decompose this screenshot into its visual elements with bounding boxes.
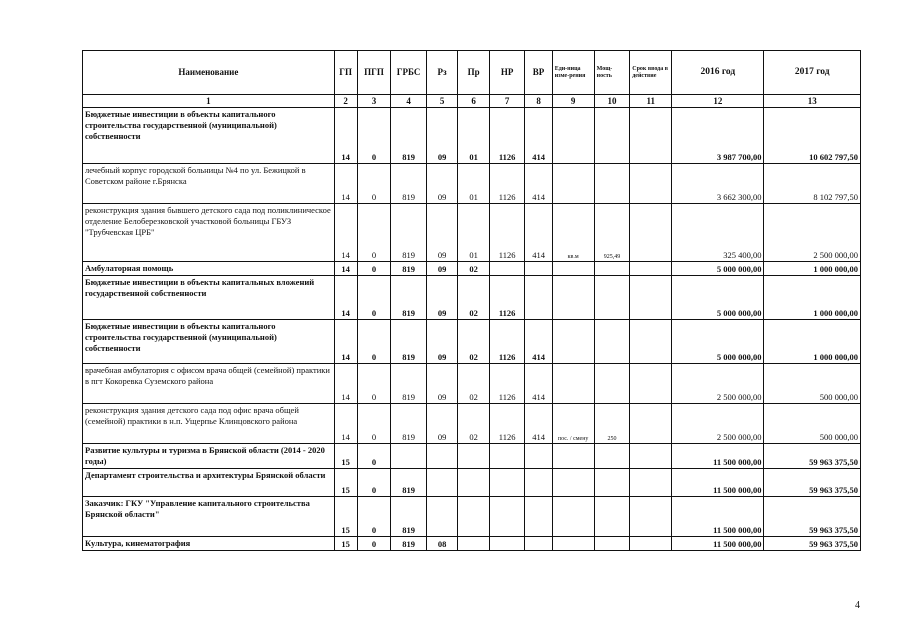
column-number-cell: 1 (83, 95, 335, 108)
cell-rz (426, 469, 457, 497)
cell-nr: 1126 (489, 320, 525, 364)
cell-y2016: 5 000 000,00 (672, 262, 764, 276)
cell-cap (594, 262, 630, 276)
cell-grbs: 819 (391, 276, 427, 320)
cell-rz: 09 (426, 276, 457, 320)
cell-vr: 414 (525, 364, 552, 404)
cell-pr: 02 (458, 404, 489, 444)
cell-name: реконструкция здания детского сада под офис врача общей (семейной) практики в н.п. Ущерпье Клинцовского района (83, 404, 335, 444)
cell-term (630, 404, 672, 444)
cell-vr (525, 276, 552, 320)
column-number-cell: 9 (552, 95, 594, 108)
cell-rz (426, 444, 457, 469)
cell-pr (458, 469, 489, 497)
cell-rz: 09 (426, 108, 457, 164)
cell-vr (525, 469, 552, 497)
cell-ppgp: 0 (357, 364, 391, 404)
cell-name: Бюджетные инвестиции в объекты капитального строительства государственной (муниципальной) собственности (83, 108, 335, 164)
cell-term (630, 276, 672, 320)
cell-pr: 02 (458, 320, 489, 364)
cell-gp: 14 (334, 204, 357, 262)
cell-vr: 414 (525, 108, 552, 164)
cell-unit: кв.м (552, 204, 594, 262)
table-row (83, 444, 861, 469)
page-number: 4 (855, 600, 860, 611)
cell-ppgp: 0 (357, 444, 391, 469)
cell-ppgp: 0 (357, 404, 391, 444)
cell-pr: 01 (458, 108, 489, 164)
cell-nr: 1126 (489, 204, 525, 262)
cell-nr (489, 497, 525, 537)
col-ppgp-header: ПГП (357, 51, 391, 95)
column-number-cell: 6 (458, 95, 489, 108)
cell-grbs: 819 (391, 108, 427, 164)
column-number-row (83, 95, 861, 108)
cell-gp: 15 (334, 469, 357, 497)
col-vr-header: ВР (525, 51, 552, 95)
cell-y2017: 10 602 797,50 (764, 108, 861, 164)
cell-y2017: 500 000,00 (764, 404, 861, 444)
cell-ppgp: 0 (357, 204, 391, 262)
cell-nr: 1126 (489, 404, 525, 444)
cell-grbs: 819 (391, 262, 427, 276)
cell-y2016: 5 000 000,00 (672, 276, 764, 320)
cell-cap (594, 364, 630, 404)
col-capacity-header: Мощ-ность (594, 51, 630, 95)
cell-y2017: 59 963 375,50 (764, 469, 861, 497)
cell-cap (594, 469, 630, 497)
cell-gp: 15 (334, 497, 357, 537)
cell-gp: 15 (334, 444, 357, 469)
cell-vr (525, 444, 552, 469)
cell-ppgp: 0 (357, 164, 391, 204)
header-row (83, 51, 861, 95)
cell-name: Бюджетные инвестиции в объекты капитального строительства государственной (муниципальной) собственности (83, 320, 335, 364)
cell-term (630, 262, 672, 276)
col-pr-header: Пр (458, 51, 489, 95)
column-number-cell: 5 (426, 95, 457, 108)
cell-grbs: 819 (391, 497, 427, 537)
col-name-header: Наименование (83, 51, 335, 95)
cell-name: Культура, кинематография (83, 537, 335, 551)
cell-rz: 09 (426, 404, 457, 444)
cell-cap (594, 497, 630, 537)
table-row (83, 364, 861, 404)
cell-term (630, 164, 672, 204)
cell-cap: 250 (594, 404, 630, 444)
table-row (83, 164, 861, 204)
cell-pr (458, 444, 489, 469)
cell-y2017: 500 000,00 (764, 364, 861, 404)
cell-gp: 14 (334, 262, 357, 276)
cell-y2016: 11 500 000,00 (672, 537, 764, 551)
table-row (83, 469, 861, 497)
cell-y2016: 3 662 300,00 (672, 164, 764, 204)
cell-name: реконструкция здания бывшего детского сада под поликлиническое отделение Белоберезковской участковой больницы ГБУЗ "Трубчевская ЦРБ" (83, 204, 335, 262)
cell-name: Заказчик: ГКУ "Управление капитального строительства Брянской области" (83, 497, 335, 537)
cell-name: Департамент строительства и архитектуры Брянской области (83, 469, 335, 497)
cell-vr: 414 (525, 404, 552, 444)
column-number-cell: 7 (489, 95, 525, 108)
cell-term (630, 108, 672, 164)
cell-nr: 1126 (489, 364, 525, 404)
cell-pr: 02 (458, 364, 489, 404)
col-rz-header: Рз (426, 51, 457, 95)
cell-nr (489, 444, 525, 469)
cell-ppgp: 0 (357, 276, 391, 320)
col-2017-header: 2017 год (764, 51, 861, 95)
cell-vr (525, 262, 552, 276)
cell-rz: 09 (426, 204, 457, 262)
cell-gp: 14 (334, 364, 357, 404)
cell-y2016: 325 400,00 (672, 204, 764, 262)
cell-nr: 1126 (489, 164, 525, 204)
column-number-cell: 12 (672, 95, 764, 108)
cell-vr: 414 (525, 320, 552, 364)
cell-grbs: 819 (391, 164, 427, 204)
cell-rz: 08 (426, 537, 457, 551)
cell-ppgp: 0 (357, 537, 391, 551)
col-gp-header: ГП (334, 51, 357, 95)
cell-name: Бюджетные инвестиции в объекты капитальных вложений государственной собственности (83, 276, 335, 320)
cell-y2017: 1 000 000,00 (764, 320, 861, 364)
table-row (83, 262, 861, 276)
cell-term (630, 497, 672, 537)
cell-y2016: 2 500 000,00 (672, 364, 764, 404)
cell-vr: 414 (525, 204, 552, 262)
column-number-cell: 2 (334, 95, 357, 108)
cell-grbs: 819 (391, 404, 427, 444)
col-deadline-header: Срок ввода в действие (630, 51, 672, 95)
cell-grbs: 819 (391, 537, 427, 551)
cell-nr (489, 469, 525, 497)
cell-unit: пос. / смену (552, 404, 594, 444)
cell-unit (552, 164, 594, 204)
cell-y2017: 2 500 000,00 (764, 204, 861, 262)
cell-nr (489, 262, 525, 276)
cell-term (630, 204, 672, 262)
cell-gp: 15 (334, 537, 357, 551)
table-row (83, 108, 861, 164)
cell-y2017: 59 963 375,50 (764, 444, 861, 469)
cell-gp: 14 (334, 108, 357, 164)
column-number-cell: 10 (594, 95, 630, 108)
budget-table (82, 50, 861, 551)
cell-y2016: 11 500 000,00 (672, 469, 764, 497)
cell-y2017: 59 963 375,50 (764, 497, 861, 537)
cell-ppgp: 0 (357, 497, 391, 537)
cell-name: Развитие культуры и туризма в Брянской области (2014 - 2020 годы) (83, 444, 335, 469)
cell-unit (552, 262, 594, 276)
cell-gp: 14 (334, 404, 357, 444)
cell-pr: 02 (458, 276, 489, 320)
col-grbs-header: ГРБС (391, 51, 427, 95)
cell-rz (426, 497, 457, 537)
cell-ppgp: 0 (357, 320, 391, 364)
table-row (83, 537, 861, 551)
column-number-cell: 11 (630, 95, 672, 108)
cell-name: лечебный корпус городской больницы №4 по ул. Бежицкой в Советском районе г.Брянска (83, 164, 335, 204)
cell-rz: 09 (426, 262, 457, 276)
cell-y2016: 5 000 000,00 (672, 320, 764, 364)
table-row (83, 276, 861, 320)
cell-vr (525, 537, 552, 551)
cell-cap (594, 537, 630, 551)
cell-unit (552, 444, 594, 469)
cell-nr: 1126 (489, 108, 525, 164)
cell-ppgp: 0 (357, 108, 391, 164)
cell-y2016: 11 500 000,00 (672, 444, 764, 469)
col-unit-header: Еди-ница изме-рения (552, 51, 594, 95)
cell-unit (552, 108, 594, 164)
table-row (83, 204, 861, 262)
cell-cap (594, 108, 630, 164)
table-row (83, 320, 861, 364)
cell-cap (594, 320, 630, 364)
cell-rz: 09 (426, 320, 457, 364)
column-number-cell: 13 (764, 95, 861, 108)
cell-grbs (391, 444, 427, 469)
cell-grbs: 819 (391, 364, 427, 404)
col-2016-header: 2016 год (672, 51, 764, 95)
cell-unit (552, 497, 594, 537)
cell-nr (489, 537, 525, 551)
cell-y2016: 11 500 000,00 (672, 497, 764, 537)
cell-term (630, 537, 672, 551)
cell-y2017: 1 000 000,00 (764, 276, 861, 320)
cell-unit (552, 364, 594, 404)
cell-ppgp: 0 (357, 469, 391, 497)
column-number-cell: 3 (357, 95, 391, 108)
cell-gp: 14 (334, 164, 357, 204)
column-number-cell: 8 (525, 95, 552, 108)
cell-term (630, 320, 672, 364)
cell-y2017: 8 102 797,50 (764, 164, 861, 204)
cell-vr (525, 497, 552, 537)
cell-y2016: 2 500 000,00 (672, 404, 764, 444)
cell-cap (594, 276, 630, 320)
cell-unit (552, 320, 594, 364)
cell-name: врачебная амбулатория с офисом врача общей (семейной) практики в пгт Кокоревка Суземского района (83, 364, 335, 404)
cell-grbs: 819 (391, 320, 427, 364)
cell-pr: 02 (458, 262, 489, 276)
cell-pr: 01 (458, 164, 489, 204)
cell-cap: 925,49 (594, 204, 630, 262)
table-row (83, 497, 861, 537)
table-row (83, 404, 861, 444)
cell-cap (594, 444, 630, 469)
cell-ppgp: 0 (357, 262, 391, 276)
col-nr-header: НР (489, 51, 525, 95)
cell-pr (458, 537, 489, 551)
cell-nr: 1126 (489, 276, 525, 320)
cell-unit (552, 276, 594, 320)
column-number-cell: 4 (391, 95, 427, 108)
cell-y2017: 59 963 375,50 (764, 537, 861, 551)
cell-vr: 414 (525, 164, 552, 204)
cell-term (630, 364, 672, 404)
cell-gp: 14 (334, 320, 357, 364)
cell-pr: 01 (458, 204, 489, 262)
cell-term (630, 469, 672, 497)
cell-cap (594, 164, 630, 204)
cell-unit (552, 537, 594, 551)
cell-unit (552, 469, 594, 497)
cell-gp: 14 (334, 276, 357, 320)
cell-rz: 09 (426, 164, 457, 204)
cell-term (630, 444, 672, 469)
cell-grbs: 819 (391, 204, 427, 262)
cell-name: Амбулаторная помощь (83, 262, 335, 276)
cell-rz: 09 (426, 364, 457, 404)
cell-pr (458, 497, 489, 537)
cell-grbs: 819 (391, 469, 427, 497)
cell-y2016: 3 987 700,00 (672, 108, 764, 164)
cell-y2017: 1 000 000,00 (764, 262, 861, 276)
